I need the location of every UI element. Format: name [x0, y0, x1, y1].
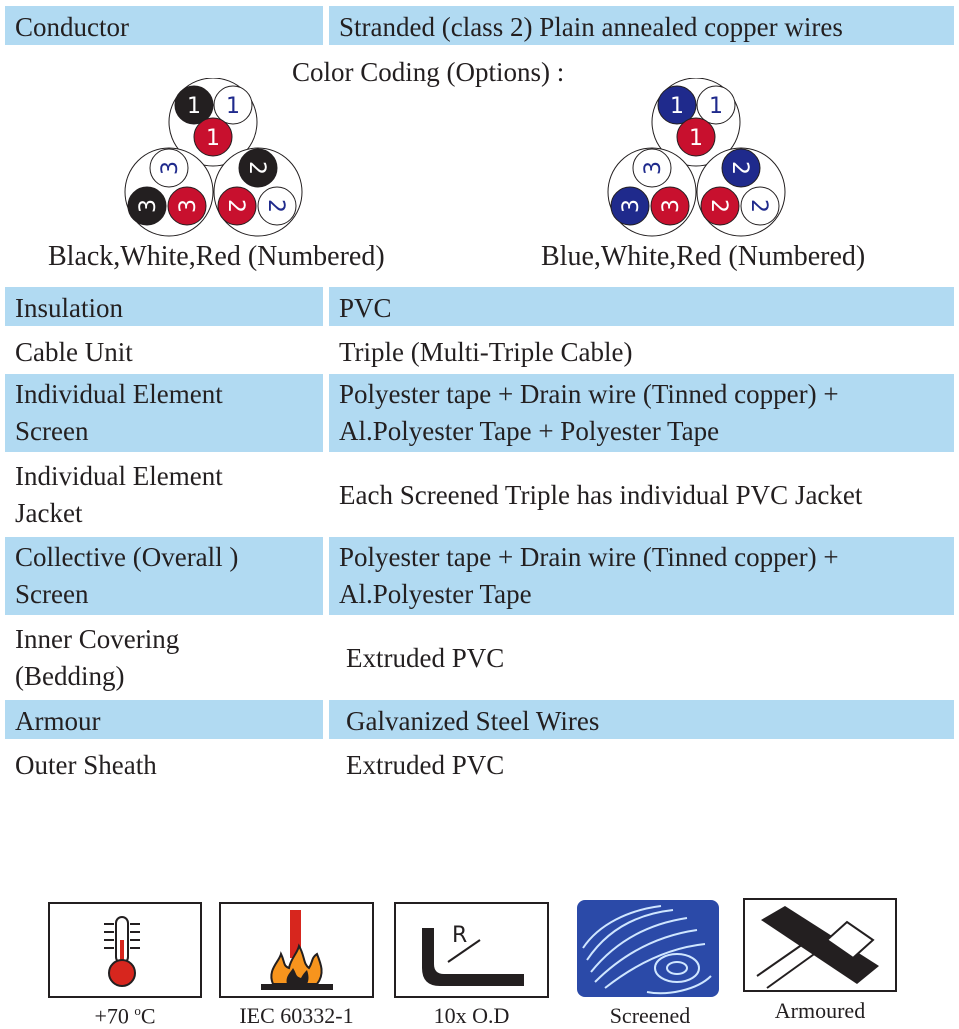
spec-label-line: Screen — [15, 416, 89, 446]
screen-icon-box — [577, 900, 719, 997]
spec-label-line: (Bedding) — [15, 661, 125, 691]
spec-value-line: Polyester tape + Drain wire (Tinned copper) + — [339, 542, 839, 572]
core-number: 1 — [226, 94, 240, 119]
core-number: 3 — [641, 161, 666, 175]
spec-value-text: Extruded PVC — [346, 642, 505, 673]
spec-value: PVC — [329, 287, 954, 326]
spec-label-line: Inner Covering — [15, 624, 180, 654]
bending-radius-icon — [396, 904, 547, 996]
core-number: 3 — [176, 199, 201, 213]
spec-label-line: Collective (Overall ) — [15, 542, 239, 572]
flame-test-icon — [221, 904, 372, 996]
core-number: 1 — [689, 126, 703, 151]
temperature-label: +70 $^o$C — [94, 1003, 156, 1029]
flame-test-label: IEC 60332-1 — [239, 1003, 354, 1028]
spec-row-conductor — [5, 6, 954, 45]
spec-row-individual-screen — [5, 374, 954, 452]
spec-value — [329, 456, 954, 534]
spec-value: Galvanized Steel Wires — [329, 700, 954, 739]
thermometer-icon-box — [48, 902, 202, 998]
spec-label — [5, 374, 323, 452]
spec-row-cable-unit — [5, 331, 954, 370]
spec-value: Stranded (class 2) Plain annealed copper wires — [329, 6, 954, 45]
spec-label — [5, 619, 323, 697]
core-number: 2 — [706, 199, 731, 213]
spec-label — [5, 456, 323, 534]
spec-row-individual-jacket — [5, 456, 954, 534]
spec-label-line: Screen — [15, 579, 89, 609]
color-option-caption: Blue,White,Red (Numbered) — [541, 241, 866, 272]
core-number: 2 — [223, 199, 248, 213]
thermometer-icon — [50, 904, 200, 996]
screened-label: Screened — [609, 1003, 691, 1028]
core-number: 3 — [136, 199, 161, 213]
spec-value — [329, 374, 954, 452]
spec-label: Insulation — [5, 287, 323, 326]
spec-value: Extruded PVC — [346, 750, 505, 780]
spec-label: Outer Sheath — [15, 750, 157, 780]
color-option-caption: Black,White,Red (Numbered) — [48, 241, 385, 272]
spec-value-line: Al.Polyester Tape — [339, 579, 532, 609]
armour-icon — [745, 900, 895, 990]
core-number: 3 — [158, 161, 183, 175]
spec-value-line: Al.Polyester Tape + Polyester Tape — [339, 416, 720, 446]
core-number: 3 — [619, 199, 644, 213]
color-coding-diagram-bluwr — [600, 78, 800, 238]
spec-row-outer-sheath — [5, 744, 954, 783]
core-number: 2 — [727, 161, 752, 175]
radius-glyph: R — [452, 923, 468, 948]
spec-label — [5, 537, 323, 615]
spec-value: Triple (Multi-Triple Cable) — [339, 337, 633, 367]
bending-radius-icon-box — [394, 902, 549, 998]
color-coding-diagram-bwr — [117, 78, 317, 238]
spec-row-collective-screen — [5, 537, 954, 615]
bending-radius-label: 10x O.D — [433, 1003, 510, 1028]
core-number: 1 — [670, 94, 684, 119]
core-number: 1 — [187, 94, 201, 119]
spec-row-inner-covering — [5, 619, 954, 697]
spec-row-insulation — [5, 287, 954, 326]
core-number: 2 — [263, 199, 288, 213]
core-number: 2 — [244, 161, 269, 175]
spec-label: Armour — [5, 700, 323, 739]
spec-label: Conductor — [5, 6, 323, 45]
spec-value — [329, 619, 954, 697]
spec-value — [329, 537, 954, 615]
armour-icon-box — [743, 898, 897, 992]
spec-label-line: Jacket — [15, 498, 83, 528]
spec-row-armour — [5, 700, 954, 739]
spec-label: Cable Unit — [15, 337, 133, 367]
core-number: 2 — [746, 199, 771, 213]
spec-value-text: Each Screened Triple has individual PVC Jacket — [339, 479, 863, 510]
flame-test-icon-box — [219, 902, 374, 998]
armoured-label: Armoured — [774, 998, 866, 1023]
spec-label-line: Individual Element — [15, 461, 223, 491]
spec-value-line: Polyester tape + Drain wire (Tinned copper) + — [339, 379, 839, 409]
spec-label-line: Individual Element — [15, 379, 223, 409]
color-coding-title: Color Coding (Options) : — [292, 57, 565, 87]
screen-icon — [577, 900, 719, 997]
core-number: 1 — [206, 126, 220, 151]
core-number: 1 — [709, 94, 723, 119]
core-number: 3 — [659, 199, 684, 213]
